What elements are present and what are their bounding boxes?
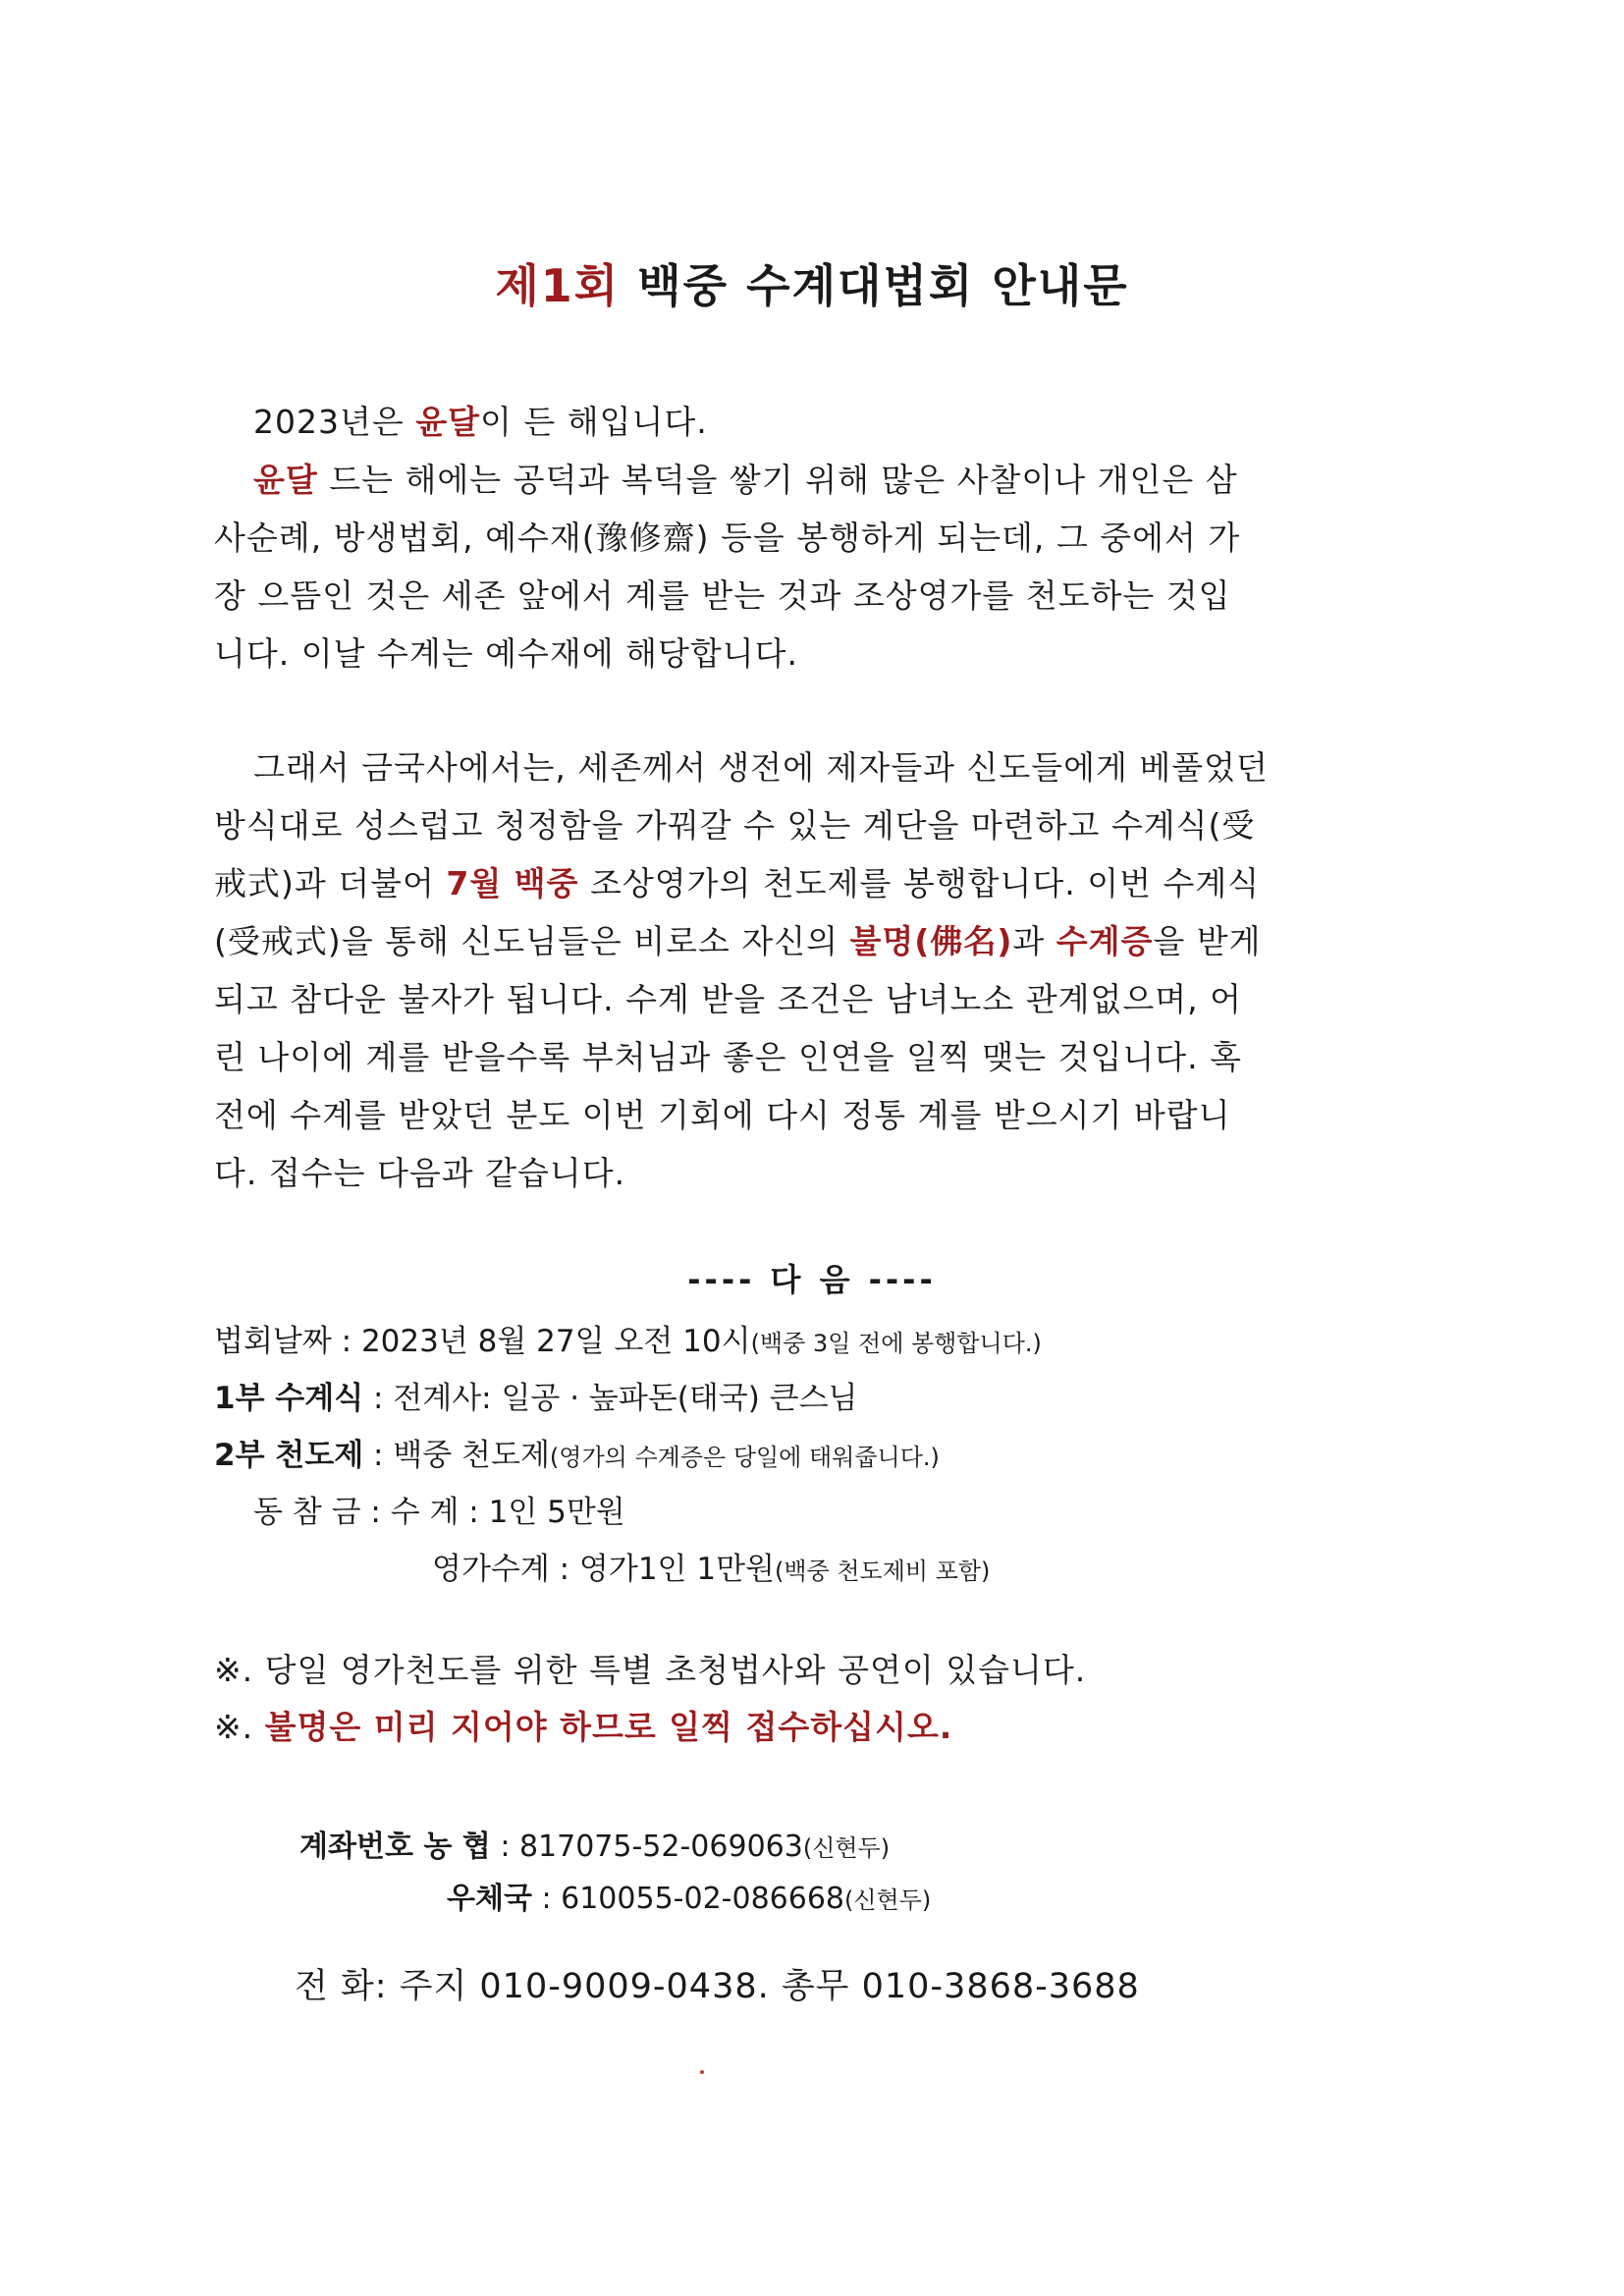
body-line: 전에 수계를 받았던 분도 이번 기회에 다시 정통 계를 받으시기 바랍니	[214, 1096, 1231, 1134]
body-line: 린 나이에 계를 받을수록 부처님과 좋은 인연을 일찍 맺는 것입니다. 혹	[214, 1038, 1242, 1076]
intro-line: 장 으뜸인 것은 세존 앞에서 계를 받는 것과 조상영가를 천도하는 것입	[214, 576, 1231, 615]
account-nh-number: : 817075-52-069063	[490, 1830, 803, 1864]
account-label: 계좌번호 농 협	[299, 1830, 491, 1864]
scan-speck	[700, 2070, 704, 2074]
account-post-number: : 610055-02-086668	[531, 1882, 844, 1916]
body-paragraph	[214, 738, 1378, 1202]
fee2-value: 영가수계 : 영가1인 1만원	[432, 1552, 775, 1587]
body-line: 되고 참다운 불자가 됩니다. 수계 받을 조건은 남녀노소 관계없으며, 어	[214, 980, 1242, 1018]
account-post-label: 우체국	[447, 1882, 532, 1916]
account-post-owner: (신현두)	[844, 1886, 932, 1914]
body-line: 다. 접수는 다음과 같습니다.	[214, 1154, 626, 1192]
date-note: (백중 3일 전에 봉행합니다.)	[750, 1330, 1042, 1357]
section-divider: ---- 다 음 ----	[687, 1261, 937, 1298]
note-performance: ※. 당일 영가천도를 위한 특별 초청법사와 공연이 있습니다.	[214, 1651, 1087, 1689]
title-text: 백중 수계대법회 안내문	[637, 259, 1129, 312]
part1-label: 1부 수계식	[214, 1381, 364, 1416]
intro-line: 사순례, 방생법회, 예수재(豫修齋) 등을 봉행하게 되는데, 그 중에서 가	[214, 519, 1241, 557]
part2-note: (영가의 수계증은 당일에 태워줍니다.)	[549, 1444, 940, 1471]
date-label: 법회날짜	[214, 1324, 332, 1359]
detail-part1	[214, 1373, 858, 1417]
body-line: 戒式)과 더불어 7월 백중 조상영가의 천도제를 봉행합니다. 이번 수계식	[214, 864, 1261, 902]
note-dharma-name: ※. 불명은 미리 지어야 하므로 일찍 접수하십시오.	[214, 1708, 953, 1746]
date-value: : 2023년 8월 27일 오전 10시	[331, 1324, 751, 1359]
page-title	[0, 250, 1624, 315]
detail-fee2	[432, 1544, 990, 1588]
body-line: (受戒式)을 통해 신도님들은 비로소 자신의 불명(佛名)과 수계증을 받게	[214, 922, 1262, 960]
fee2-note: (백중 천도제비 포함)	[774, 1558, 991, 1585]
fee-value: : 수 계 : 1인 5만원	[360, 1495, 625, 1530]
account-nh	[299, 1822, 890, 1865]
phone-contacts: 전 화: 주지 010-9009-0438. 총무 010-3868-3688	[295, 1967, 1140, 2006]
note-dharma-name-text: 불명은 미리 지어야 하므로 일찍 접수하십시오.	[264, 1708, 953, 1746]
intro-line: 윤달 드는 해에는 공덕과 복덕을 쌓기 위해 많은 사찰이나 개인은 삼	[253, 461, 1238, 499]
intro-line: 니다. 이날 수계는 예수재에 해당합니다.	[214, 634, 798, 673]
fee-label: 동 참 금	[253, 1495, 361, 1530]
part2-value: : 백중 천도제	[363, 1438, 550, 1473]
detail-part2	[214, 1430, 940, 1474]
account-post	[447, 1874, 931, 1917]
part2-label: 2부 천도제	[214, 1438, 364, 1473]
intro-line: 2023년은 윤달이 든 해입니다.	[253, 403, 708, 441]
body-line: 그래서 금국사에서는, 세존께서 생전에 제자들과 신도들에게 베풀었던	[253, 748, 1269, 787]
intro-paragraph	[214, 393, 1378, 683]
body-line: 방식대로 성스럽고 청정함을 가꿔갈 수 있는 계단을 마련하고 수계식(受	[214, 806, 1256, 845]
detail-fee	[253, 1487, 625, 1531]
title-number: 제1회	[495, 259, 621, 312]
account-nh-owner: (신현두)	[802, 1834, 891, 1862]
part1-value: : 전계사: 일공 · 높파돈(태국) 큰스님	[363, 1381, 858, 1416]
detail-date	[214, 1316, 1042, 1360]
